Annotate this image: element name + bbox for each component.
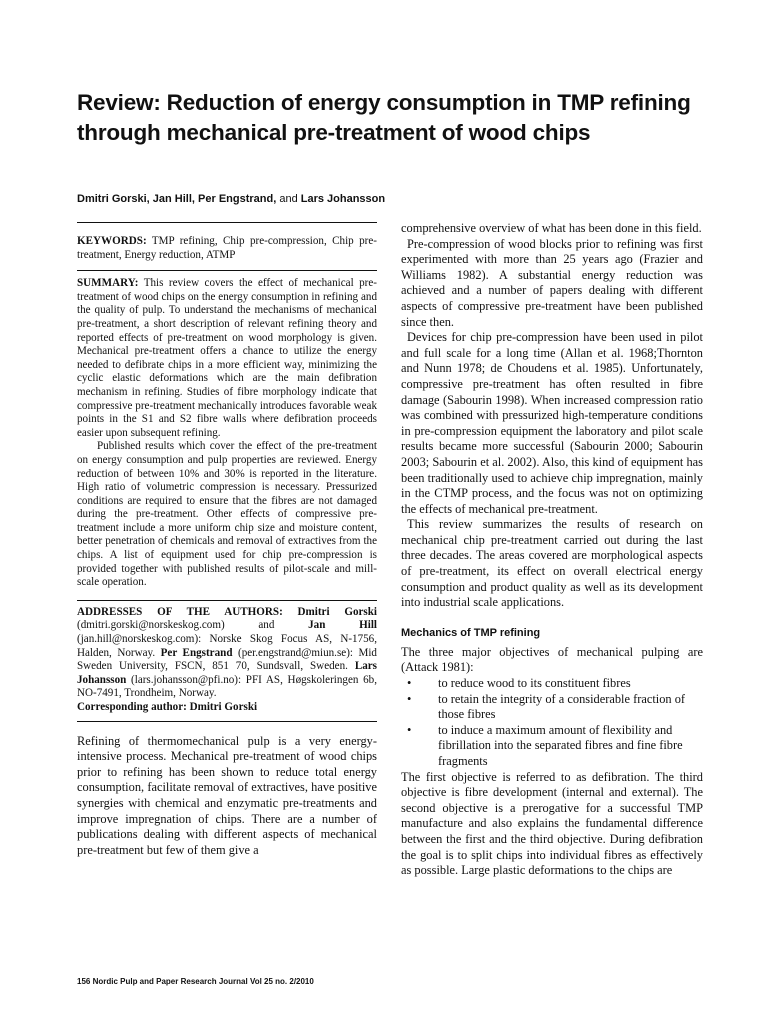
bullet-icon: •	[407, 691, 412, 706]
right-column	[401, 221, 703, 879]
author-name-4: Lars Johansson	[77, 660, 377, 686]
list-item: • to reduce wood to its constituent fibres	[407, 676, 631, 691]
author-conjunction: and	[276, 193, 301, 205]
author-address-4: (lars.johansson@pfi.no): PFI AS, Høgskoleringen 6b, NO-7491, Trondheim, Norway.	[77, 673, 377, 700]
author-address-3: (per.engstrand@miun.se): Mid Sweden University, FSCN, 851 70, Sundsvall, Sweden.	[77, 646, 377, 673]
keywords-text: TMP refining, Chip pre-compression, Chip pre-treatment, Energy reduction, ATMP	[77, 235, 377, 261]
addresses-label: ADDRESSES OF THE AUTHORS:	[77, 605, 283, 618]
author-name-3: Per Engstrand	[160, 646, 233, 659]
bullet-icon: •	[407, 722, 412, 737]
keywords-label: KEYWORDS:	[77, 235, 147, 247]
list-item: • to induce a maximum amount of flexibility and fibrillation into the separated fibres and fine fibre fragments	[407, 722, 683, 768]
summary-paragraph-1: This review covers the effect of mechanical pre-treatment of wood chips on the energy consumption in refining and the quality of pulp. To understand the mechanisms of mechanical pre-treatment, a short description of relevant refining theory and reported effects of pre-treatment on wood morphology is given. Mechanical pre-treatment offers a chance to utilize the energy needed to defibrate chips in a more efficient way, minimizing the cyclic elastic deformations which are the main defibration mechanism in refining. Studies of fibre morphology indicate that compressive pre-treatment mechanically introduces favorable weak points in the S1 and S2 fibre walls where defibration proceeds easier upon subsequent refining.	[77, 277, 377, 439]
keywords-box	[77, 222, 377, 270]
corresponding-author: Corresponding author: Dmitri Gorski	[77, 701, 258, 713]
body-paragraph-0: comprehensive overview of what has been done in this field.	[401, 221, 702, 235]
list-item: • to retain the integrity of a considerable fraction of those fibres	[407, 691, 686, 722]
author-name-1: Dmitri Gorski	[282, 605, 377, 618]
author-names: Dmitri Gorski, Jan Hill, Per Engstrand,	[77, 193, 277, 205]
bullet-icon: •	[407, 676, 412, 691]
author-last: Lars Johansson	[300, 193, 386, 205]
author-name-2: Jan Hill	[308, 619, 377, 632]
objectives-list	[401, 676, 703, 770]
article-title: Review: Reduction of energy consumption in TMP refining through mechanical pre-treatment of wood chips	[77, 90, 691, 145]
summary-label: SUMMARY:	[77, 277, 139, 290]
body-paragraph-4: The three major objectives of mechanical pulping are (Attack 1981):	[401, 644, 703, 675]
left-column	[77, 222, 377, 858]
addresses-box	[77, 600, 377, 721]
intro-paragraph: Refining of thermomechanical pulp is a very energy-intensive process. Mechanical pre-treatment of wood chips prior to refining has been shown to reduce total energy consumption, facilitate removal of extractives, have positive synergies with chemical and enzymatic pre-treatments and improve impregnation of chips. There are a number of publications dealing with different aspects of mechanical pre-treatment but few of them give a	[77, 733, 377, 857]
author-address-1: (dmitri.gorski@norskeskog.com) and	[77, 619, 309, 632]
section-heading: Mechanics of TMP refining	[401, 626, 541, 639]
body-paragraph-1: Pre-compression of wood blocks prior to refining was first experimented with more than 25 years ago (Frazier and Williams 1982). A substantial energy reduction was achieved and a number of papers dealing with different aspects of compressive pre-treatment have been published since then.	[401, 236, 703, 329]
author-address-2: (jan.hill@norskeskog.com): Norske Skog Focus AS, N-1756, Halden, Norway.	[77, 633, 377, 659]
body-paragraph-3: This review summarizes the results of research on mechanical chip pre-treatment carried out during the last three decades. The areas covered are morphological aspects of pre-treatment, its effect on overall electrical energy consumption and product quality as well as its development into industrial scale applications.	[401, 517, 703, 610]
body-paragraph-5: The first objective is referred to as defibration. The third objective is fibre development (internal and external). The second objective is a prerogative for a successful TMP manufacture and also explains the fundamental difference between the first and the third objective. During defibration the goal is to split chips into individual fibres as effectively as possible. Large plastic deformations to the chips are	[401, 769, 703, 878]
author-list	[77, 193, 385, 205]
page-footer: 156 Nordic Pulp and Paper Research Journal Vol 25 no. 2/2010	[77, 977, 314, 986]
summary-box	[77, 270, 377, 600]
summary-paragraph-2: Published results which cover the effect of the pre-treatment on energy consumption and pulp properties are reviewed. Energy reduction of between 10% and 30% is reported in the literature. High ratio of volumetric compression is necessary. Pressurized conditions are required to ensure that the fibres are not damaged during the pre-treatment. Other effects of compressive pre-treatment include a more uniform chip size and moisture content, better penetration of chemicals and removal of extractives from the chips. A list of equipment used for chip pre-compression is provided together with published results of pilot-scale and mill-scale operation.	[77, 440, 377, 589]
body-paragraph-2: Devices for chip pre-compression have been used in pilot and full scale for a long time (Allan et al. 1968;Thornton and Nunn 1978; de Choudens et al. 1985). Unfortunately, compressive pre-treatment has often resulted in fibre damage (Sabourin 1998). When increased compression ratio was combined with pressurized high-temperature conditions in pre-compression equipment the laboratory and pilot scale results became more successful (Sabourin 2000; Sabourin 2003; Sabourin et al. 2002). Also, this kind of equipment has been traditionally used to achieve chip impregnation, mainly in the CTMP process, and the focus was not on optimizing the effects of mechanical pre-treatment.	[401, 330, 703, 516]
